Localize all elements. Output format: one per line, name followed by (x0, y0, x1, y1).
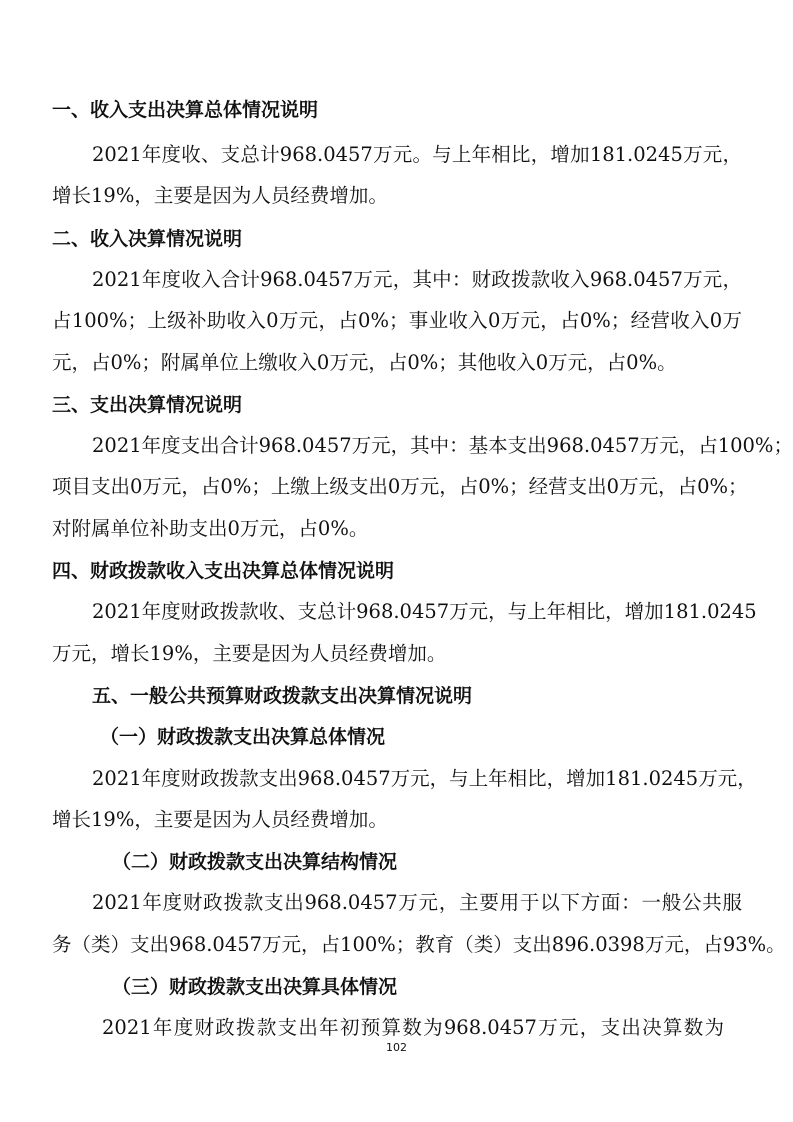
subheading-1: （一）财政拨款支出决算总体情况 (100, 726, 386, 748)
paragraph-line: 项目支出0万元，占0%；上缴上级支出0万元，占0%；经营支出0万元，占0%； (52, 475, 748, 498)
heading-3: 三、支出决算情况说明 (52, 394, 243, 416)
paragraph-line: 2021年度支出合计968.0457万元，其中：基本支出968.0457万元，占100%； (92, 434, 793, 457)
page-number: 102 (386, 1041, 407, 1054)
paragraph-line: 2021年度财政拨款支出968.0457万元，主要用于以下方面：一般公共服 (92, 891, 742, 914)
subheading-3: （三）财政拨款支出决算具体情况 (112, 976, 398, 998)
paragraph-line: 2021年度财政拨款支出年初预算数为968.0457万元，支出决算数为 (102, 1016, 724, 1039)
paragraph-line: 对附属单位补助支出0万元，占0%。 (52, 517, 369, 540)
heading-5: 五、一般公共预算财政拨款支出决算情况说明 (92, 685, 473, 707)
subheading-2: （二）财政拨款支出决算结构情况 (112, 851, 398, 873)
paragraph-line: 元，占0%；附属单位上缴收入0万元，占0%；其他收入0万元，占0%。 (52, 351, 677, 374)
heading-1: 一、收入支出决算总体情况说明 (52, 99, 319, 121)
paragraph-line: 2021年度收入合计968.0457万元，其中：财政拨款收入968.0457万元， (92, 268, 742, 291)
paragraph-line: 增长19%，主要是因为人员经费增加。 (52, 808, 388, 831)
paragraph-line: 增长19%，主要是因为人员经费增加。 (52, 184, 388, 207)
paragraph-line: 2021年度财政拨款支出968.0457万元，与上年相比，增加181.0245万元， (92, 767, 757, 790)
heading-4: 四、财政拨款收入支出决算总体情况说明 (52, 560, 395, 582)
paragraph-line: 2021年度收、支总计968.0457万元。与上年相比，增加181.0245万元， (92, 143, 742, 166)
paragraph-line: 2021年度财政拨款收、支总计968.0457万元，与上年相比，增加181.0245 (92, 600, 757, 623)
paragraph-line: 万元，增长19%，主要是因为人员经费增加。 (52, 642, 447, 665)
heading-2: 二、收入决算情况说明 (52, 228, 243, 250)
paragraph-line: 占100%；上级补助收入0万元，占0%；事业收入0万元，占0%；经营收入0万 (52, 309, 742, 332)
paragraph-line: 务（类）支出968.0457万元，占100%；教育（类）支出896.0398万元，占93%。 (52, 933, 786, 956)
